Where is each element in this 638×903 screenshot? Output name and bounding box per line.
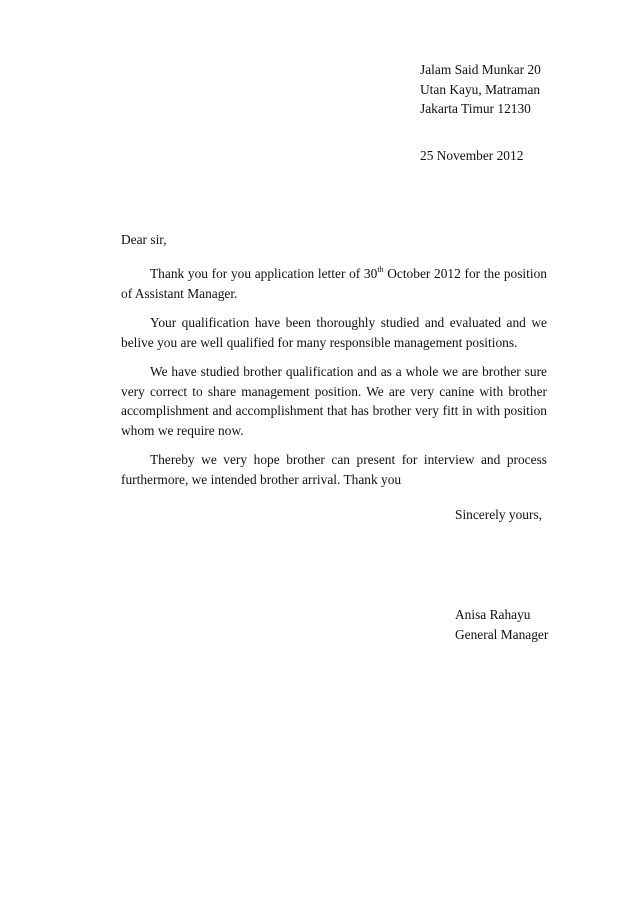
sender-address [420,60,541,119]
paragraph-2: Your qualification have been thoroughly studied and evaluated and we belive you are well qualified for many responsible management positions. [121,315,547,350]
date-ordinal-suffix: th [377,264,384,274]
paragraph-1-text-start: Thank you for you application letter of 30 [150,266,378,281]
signer-title: General Manager [455,626,549,642]
letter-date: 25 November 2012 [420,148,524,163]
signer-name: Anisa Rahayu [455,607,531,622]
address-line-1: Jalam Said Munkar 20 [420,62,541,77]
paragraph-1 [121,264,547,303]
paragraph-4: Thereby we very hope brother can present for interview and process furthermore, we intended brother arrival. Thank you [121,452,547,487]
address-line-2: Utan Kayu, Matraman [420,81,541,97]
address-line-3: Jakarta Timur 12130 [420,101,531,116]
salutation: Dear sir, [121,232,167,247]
closing: Sincerely yours, [455,507,543,522]
paragraph-1-text-end: October 2012 for the position of Assistant Manager. [121,266,547,301]
paragraph-3: We have studied brother qualification and as a whole we are brother sure very correct to share management position. We are very canine with brother accomplishment and accomplishment that has brother very fitt in with position whom we require now. [121,364,547,438]
letter-body [121,264,547,499]
signature-block [455,605,548,644]
